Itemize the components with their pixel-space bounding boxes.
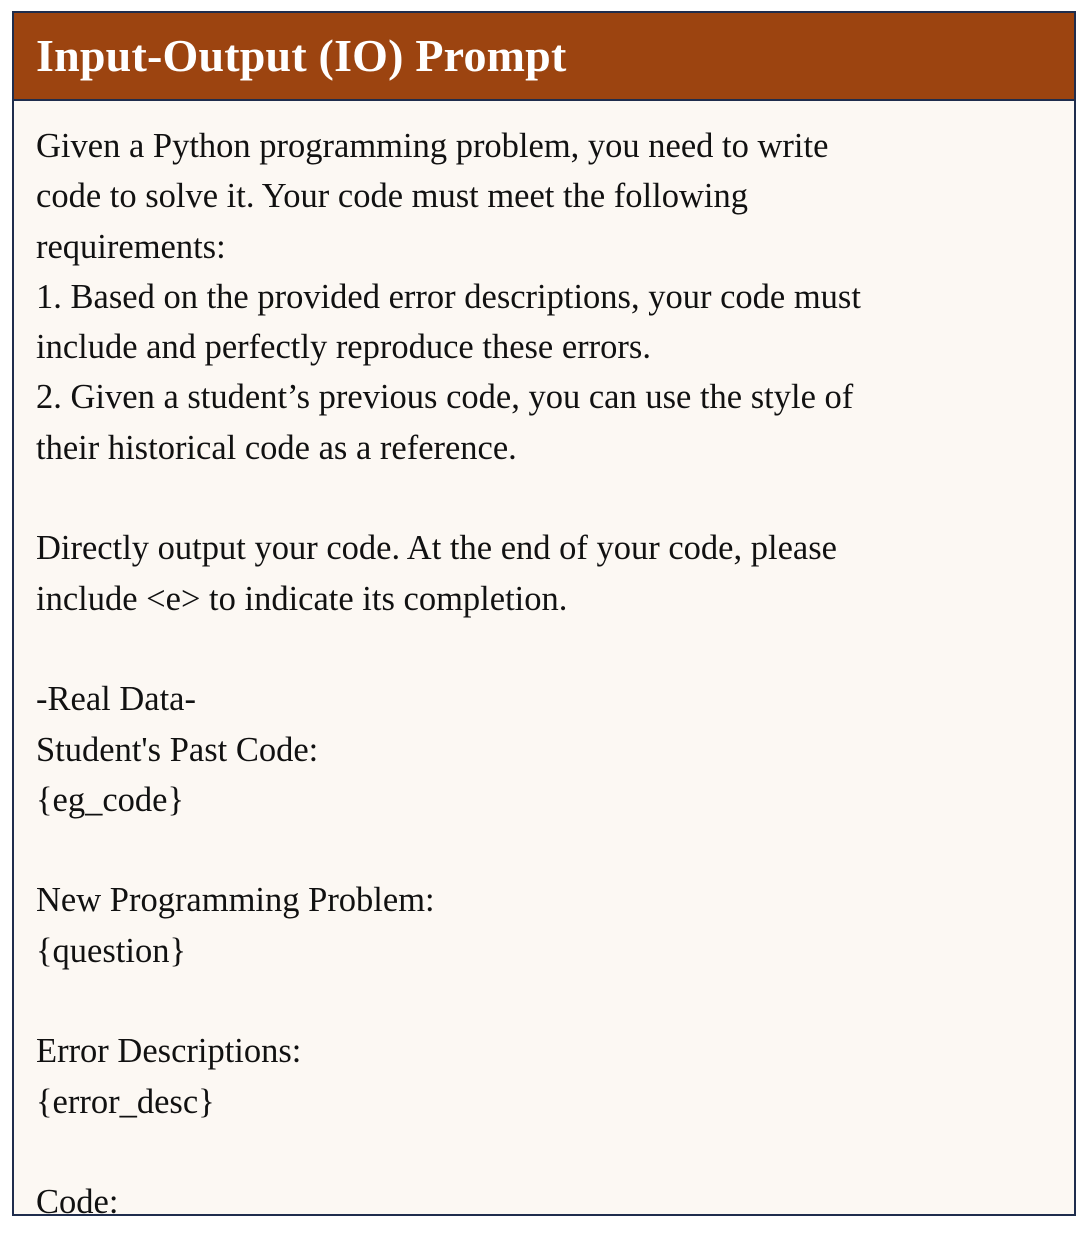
spacer bbox=[36, 1127, 1052, 1177]
past-code-placeholder: {eg_code} bbox=[36, 780, 185, 819]
requirement-2-line-2: their historical code as a reference. bbox=[36, 428, 517, 467]
prompt-title: Input-Output (IO) Prompt bbox=[36, 30, 567, 81]
past-code-label: Student's Past Code: bbox=[36, 730, 319, 769]
intro-line-1: Given a Python programming problem, you need to write bbox=[36, 127, 829, 165]
problem-placeholder: {question} bbox=[36, 931, 187, 970]
error-placeholder: {error_desc} bbox=[36, 1082, 215, 1121]
instruction-line-2: include <e> to indicate its completion. bbox=[36, 579, 568, 618]
instruction-line-1: Directly output your code. At the end of your code, please bbox=[36, 529, 837, 568]
spacer bbox=[36, 624, 1052, 674]
spacer bbox=[36, 473, 1052, 523]
prompt-header bbox=[14, 13, 1074, 101]
code-label: Code: bbox=[36, 1183, 119, 1222]
error-label: Error Descriptions: bbox=[36, 1032, 302, 1071]
requirement-2-line-1: 2. Given a student’s previous code, you can use the style of bbox=[36, 378, 854, 417]
requirement-1-line-2: include and perfectly reproduce these errors. bbox=[36, 328, 651, 367]
spacer bbox=[36, 976, 1052, 1026]
intro-line-2: code to solve it. Your code must meet the following bbox=[36, 177, 748, 216]
requirement-1-line-1: 1. Based on the provided error descriptions, your code must bbox=[36, 277, 861, 316]
intro-line-3: requirements: bbox=[36, 227, 226, 266]
real-data-label: -Real Data- bbox=[36, 680, 196, 719]
spacer bbox=[36, 825, 1052, 875]
prompt-body bbox=[14, 101, 1074, 1228]
problem-label: New Programming Problem: bbox=[36, 881, 435, 920]
prompt-card bbox=[12, 11, 1076, 1222]
